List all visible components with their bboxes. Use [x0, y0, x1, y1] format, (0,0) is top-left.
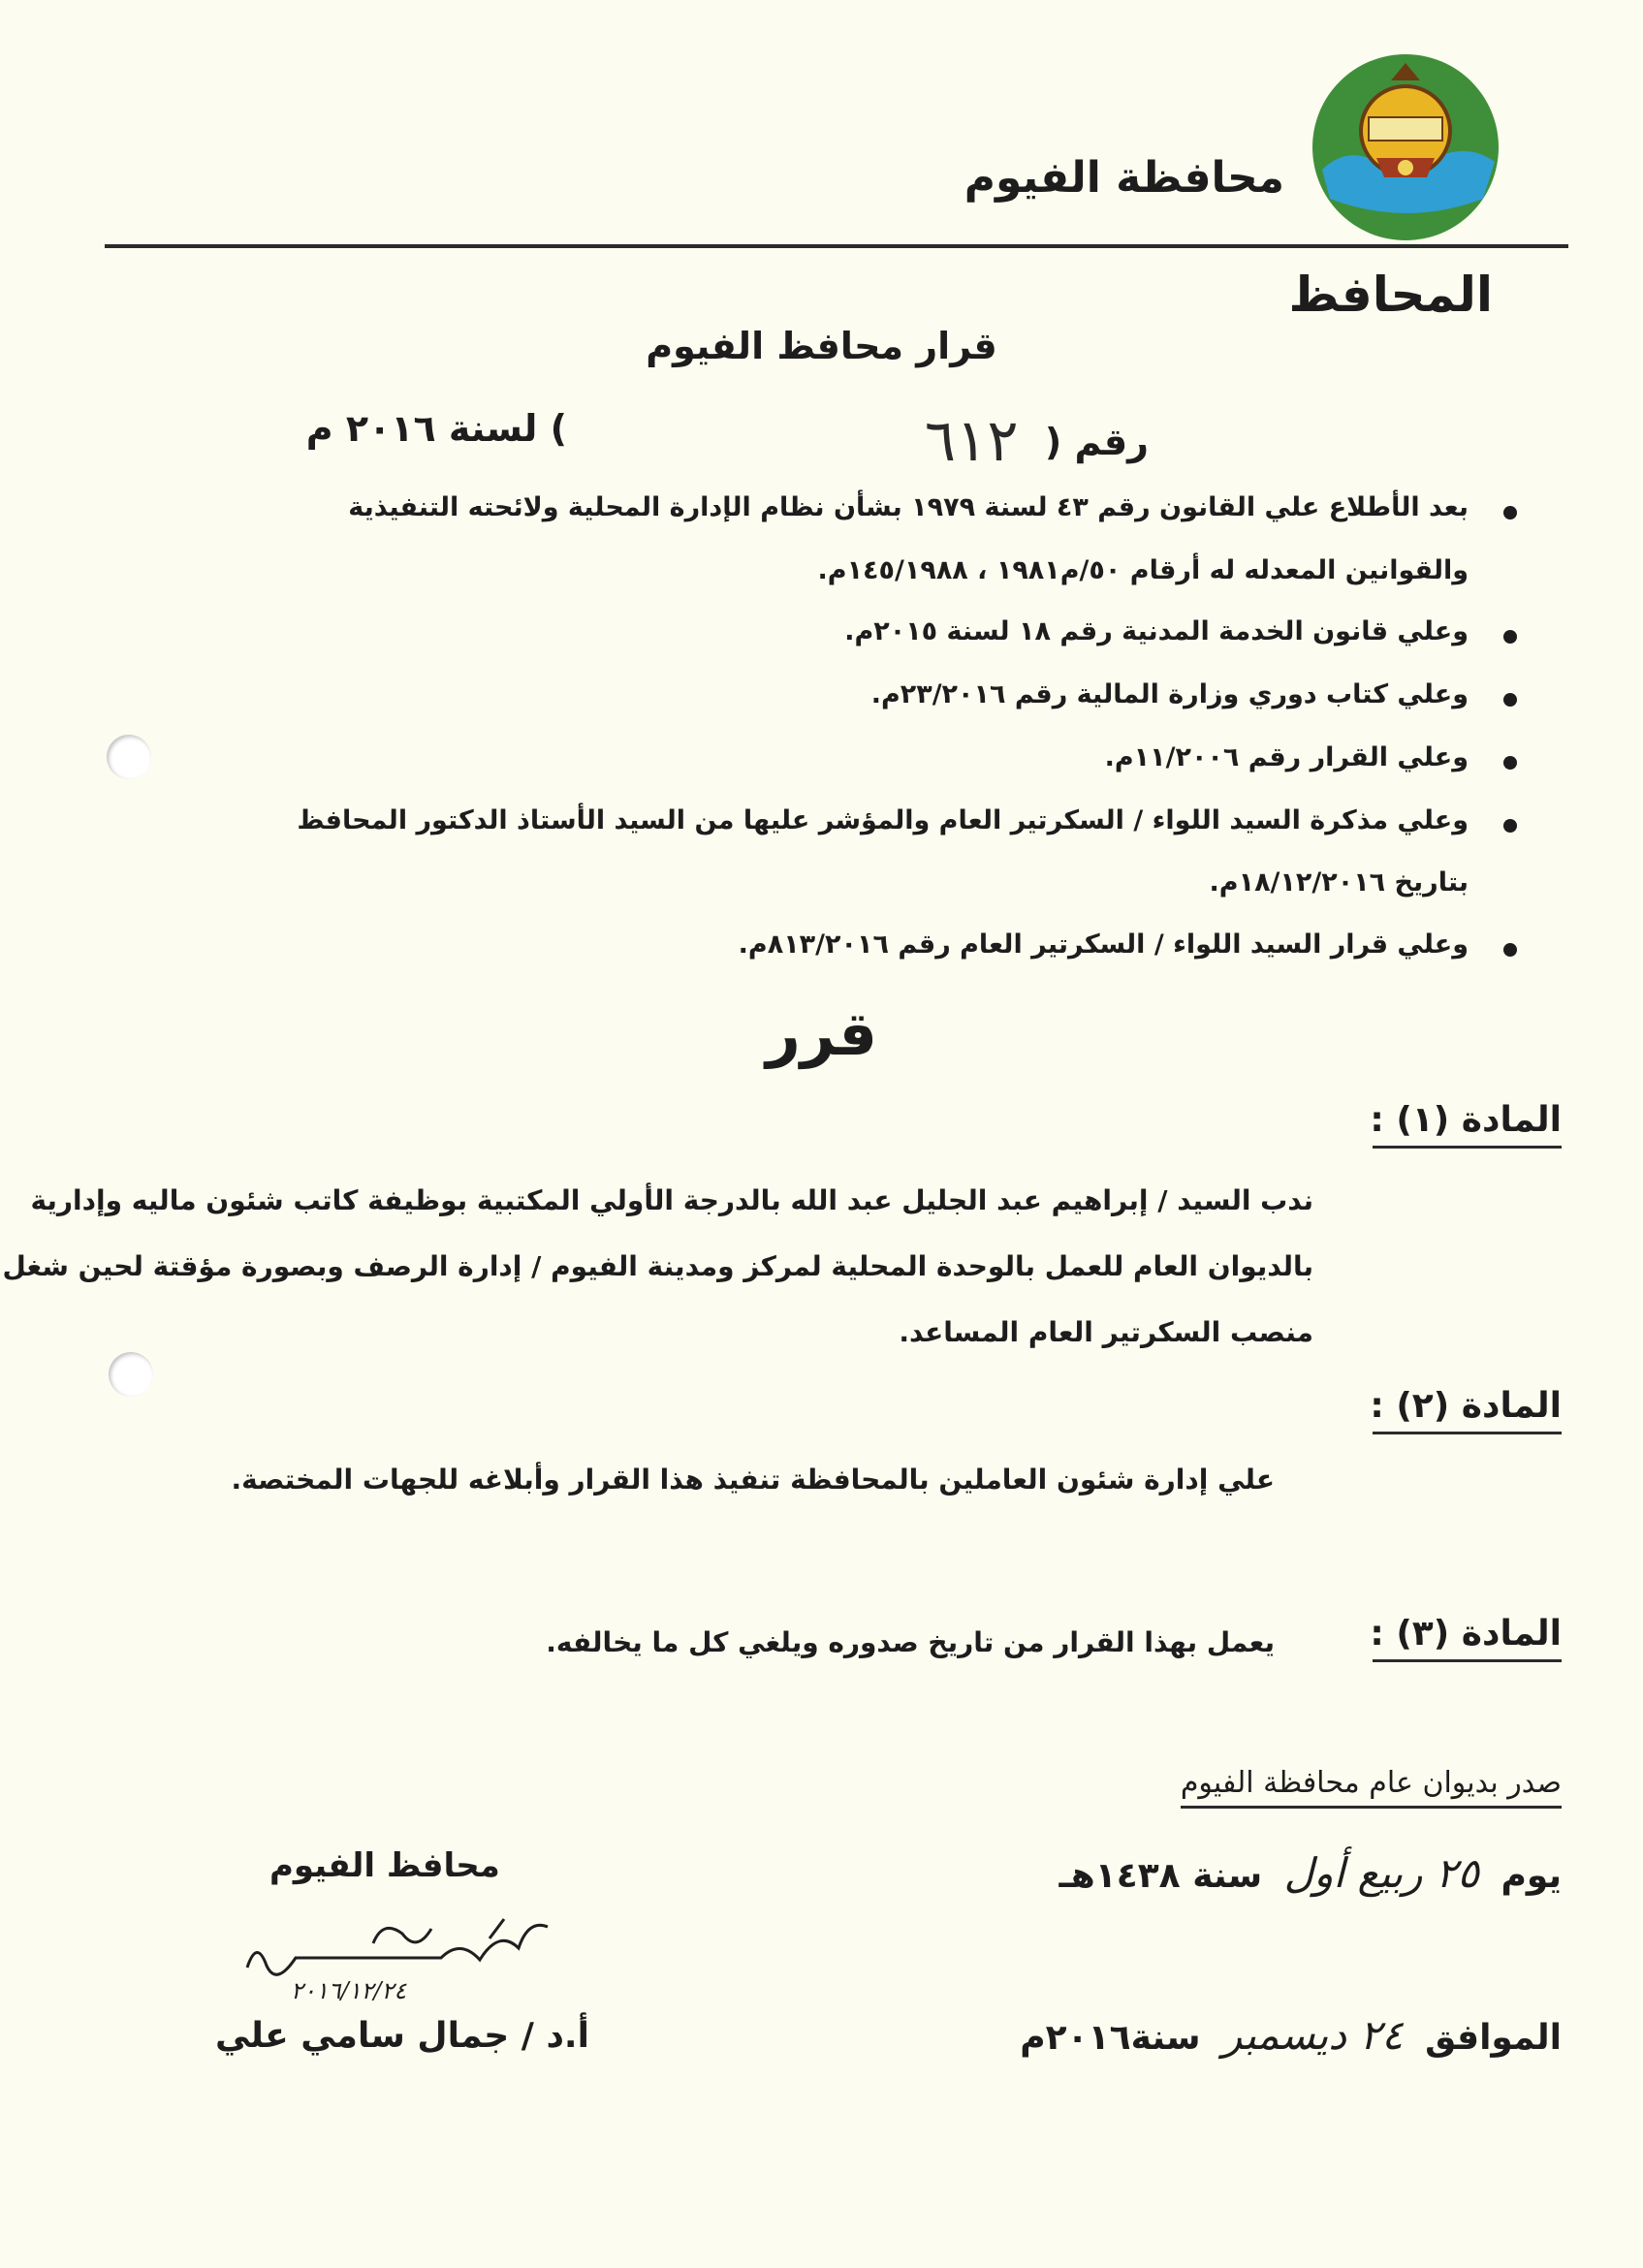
decision-number-line	[911, 407, 1149, 475]
header-title: محافظة الفيوم	[964, 153, 1284, 203]
preamble-item: وعلي مذكرة السيد اللواء / السكرتير العام والمؤشر عليها من السيد الأستاذ الدكتور المحافظ	[297, 805, 1469, 835]
article-heading: المادة (١) :	[1373, 1100, 1562, 1149]
issued-at: صدر بديوان عام محافظة الفيوم	[1181, 1766, 1562, 1809]
signatory-name: أ.د / جمال سامي علي	[215, 2016, 589, 2056]
article-text-line: يعمل بهذا القرار من تاريخ صدوره ويلغي كل ما يخالفه.	[546, 1626, 1275, 1658]
preamble-continuation: والقوانين المعدله له أرقام ٥٠/م١٩٨١ ، ١٤٥/١٩٨٨م.	[817, 555, 1469, 585]
preamble-item: وعلي القرار رقم ١١/٢٠٠٦م.	[1104, 742, 1469, 772]
article-heading: المادة (٣) :	[1373, 1614, 1562, 1662]
bullet-icon	[1503, 506, 1517, 520]
gregorian-prefix: الموافق	[1425, 2018, 1562, 2058]
preamble-item: بعد الأطلاع علي القانون رقم ٤٣ لسنة ١٩٧٩ بشأن نظام الإدارة المحلية ولائحته التنفيذية	[348, 492, 1469, 522]
article-text-line: علي إدارة شئون العاملين بالمحافظة تنفيذ هذا القرار وأبلاغه للجهات المختصة.	[231, 1464, 1275, 1496]
bullet-icon	[1503, 943, 1517, 957]
hijri-date	[1059, 1849, 1563, 1897]
decision-number-suffix: ) لسنة ٢٠١٦ م	[305, 407, 567, 450]
bullet-icon	[1503, 819, 1517, 833]
bullet-icon	[1503, 630, 1517, 644]
hijri-suffix: سنة ١٤٣٨هـ	[1058, 1856, 1263, 1896]
hijri-prefix: يوم	[1501, 1856, 1562, 1896]
article-text-line: منصب السكرتير العام المساعد.	[899, 1316, 1313, 1348]
article-heading: المادة (٢) :	[1373, 1386, 1562, 1434]
decision-number-handwritten: ٦١٢	[924, 407, 1019, 475]
preamble-item: وعلي قرار السيد اللواء / السكرتير العام رقم ٨١٣/٢٠١٦م.	[738, 929, 1469, 960]
preamble-item: وعلي قانون الخدمة المدنية رقم ١٨ لسنة ٢٠١٥م.	[844, 616, 1469, 646]
punch-hole	[107, 735, 151, 779]
decides-heading: قرر	[766, 998, 877, 1069]
gregorian-handwritten: ٢٤ ديسمبر	[1222, 2011, 1404, 2059]
header-divider	[105, 244, 1568, 248]
decision-title: قرار محافظ الفيوم	[646, 325, 997, 367]
governorate-logo	[1309, 53, 1502, 242]
bullet-icon	[1503, 693, 1517, 707]
decision-number-prefix: رقم (	[1044, 421, 1149, 463]
signatory-title: محافظ الفيوم	[269, 1846, 500, 1885]
gregorian-suffix: سنة٢٠١٦م	[1020, 2018, 1201, 2058]
gregorian-date	[1020, 2011, 1562, 2059]
hijri-handwritten: ٢٥ ربيع أول	[1283, 1849, 1479, 1897]
punch-hole	[109, 1352, 153, 1397]
signature-date: ٢٠١٦/١٢/٢٤	[291, 1977, 407, 2004]
office-label: المحافظ	[1288, 267, 1493, 323]
bullet-icon	[1503, 756, 1517, 770]
article-text-line: بالديوان العام للعمل بالوحدة المحلية لمركز ومدينة الفيوم / إدارة الرصف وبصورة مؤقتة لحين شغل	[2, 1250, 1313, 1282]
preamble-item: وعلي كتاب دوري وزارة المالية رقم ٢٣/٢٠١٦م.	[870, 679, 1469, 709]
article-text-line: ندب السيد / إبراهيم عبد الجليل عبد الله بالدرجة الأولي المكتبية بوظيفة كاتب شئون ماليه وإدارية	[30, 1184, 1313, 1216]
preamble-continuation: بتاريخ ١٨/١٢/٢٠١٦م.	[1209, 867, 1469, 898]
